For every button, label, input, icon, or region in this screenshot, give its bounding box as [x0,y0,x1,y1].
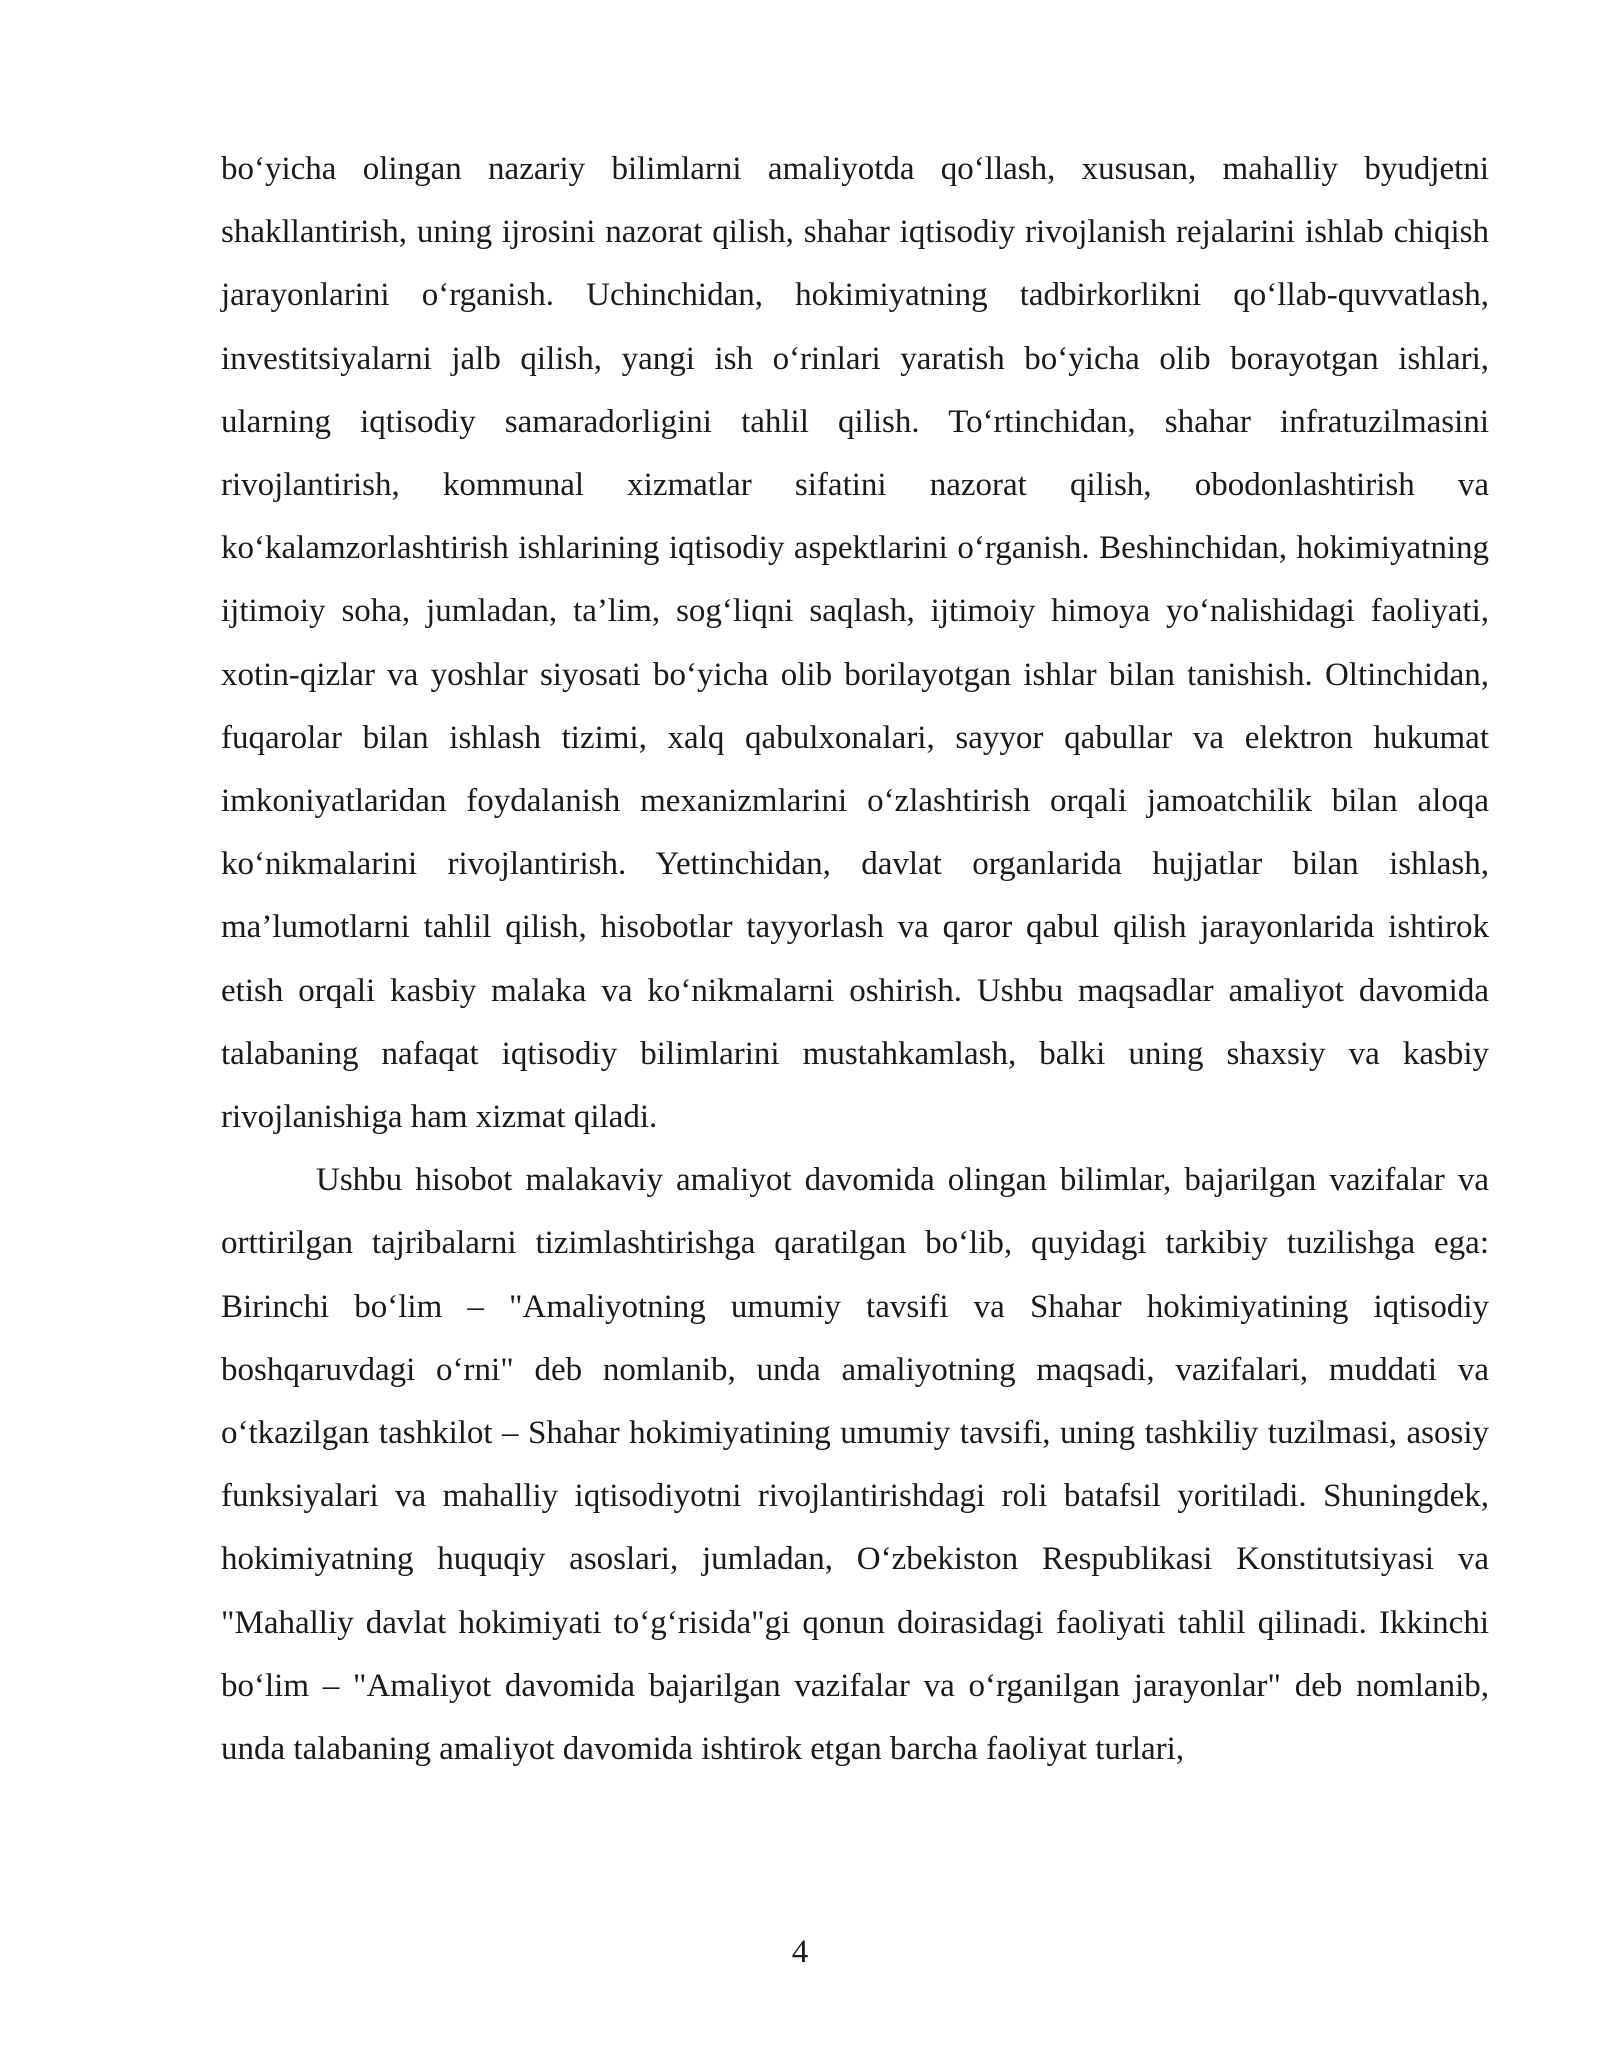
paragraph-report-structure: Ushbu hisobot malakaviy amaliyot davomida olingan bilimlar, bajarilgan vazifalar va orttirilgan tajribalarni tizimlashtirishga qaratilgan bo‘lib, quyidagi tarkibiy tuzilishga ega: Birinchi bo‘lim – "Amaliyotning umumiy tavsifi va Shahar hokimiyatining iqtisodiy boshqaruvdagi o‘rni" deb nomlanib, unda amaliyotning maqsadi, vazifalari, muddati va o‘tkazilgan tashkilot – Shahar hokimiyatining umumiy tavsifi, uning tashkiliy tuzilmasi, asosiy funksiyalari va mahalliy iqtisodiyotni rivojlantirishdagi roli batafsil yoritiladi. Shuningdek, hokimiyatning huquqiy asoslari, jumladan, O‘zbekiston Respublikasi Konstitutsiyasi va "Mahalliy davlat hokimiyati to‘g‘risida"gi qonun doirasidagi faoliyati tahlil qilinadi. Ikkinchi bo‘lim – "Amaliyot davomida bajarilgan vazifalar va o‘rganilgan jarayonlar" deb nomlanib, unda talabaning amaliyot davomida ishtirok etgan barcha faoliyat turlari, [221,1162,1489,1768]
page-number: 4 [791,1934,809,1970]
document-page [221,138,1489,1781]
paragraph-continuation: bo‘yicha olingan nazariy bilimlarni amaliyotda qo‘llash, xususan, mahalliy byudjetni shakllantirish, uning ijrosini nazorat qilish, shahar iqtisodiy rivojlanish rejalarini ishlab chiqish jarayonlarini o‘rganish. Uchinchidan, hokimiyatning tadbirkorlikni qo‘llab-quvvatlash, investitsiyalarni jalb qilish, yangi ish o‘rinlari yaratish bo‘yicha olib borayotgan ishlari, ularning iqtisodiy samaradorligini tahlil qilish. To‘rtinchidan, shahar infratuzilmasini rivojlantirish, kommunal xizmatlar sifatini nazorat qilish, obodonlashtirish va ko‘kalamzorlashtirish ishlarining iqtisodiy aspektlarini o‘rganish. Beshinchidan, hokimiyatning ijtimoiy soha, jumladan, ta’lim, sog‘liqni saqlash, ijtimoiy himoya yo‘nalishidagi faoliyati, xotin-qizlar va yoshlar siyosati bo‘yicha olib borilayotgan ishlar bilan tanishish. Oltinchidan, fuqarolar bilan ishlash tizimi, xalq qabulxonalari, sayyor qabullar va elektron hukumat imkoniyatlaridan foydalanish mexanizmlarini o‘zlashtirish orqali jamoatchilik bilan aloqa ko‘nikmalarini rivojlantirish. Yettinchidan, davlat organlarida hujjatlar bilan ishlash, ma’lumotlarni tahlil qilish, hisobotlar tayyorlash va qaror qabul qilish jarayonlarida ishtirok etish orqali kasbiy malaka va ko‘nikmalarni oshirish. Ushbu maqsadlar amaliyot davomida talabaning nafaqat iqtisodiy bilimlarini mustahkamlash, balki uning shaxsiy va kasbiy rivojlanishiga ham xizmat qiladi. [221,151,1489,1136]
